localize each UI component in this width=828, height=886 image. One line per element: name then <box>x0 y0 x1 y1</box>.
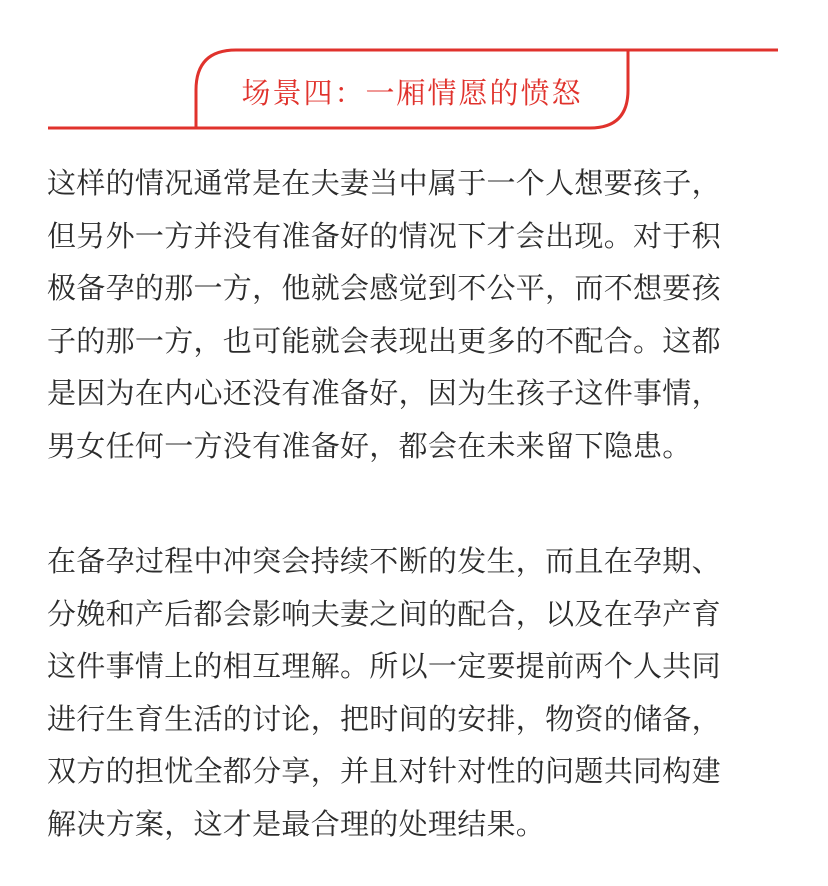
paragraph-2 <box>47 535 787 850</box>
paragraph-line: 分娩和产后都会影响夫妻之间的配合，以及在孕产育 <box>47 596 721 631</box>
paragraph-line: 但另外一方并没有准备好的情况下才会出现。对于积 <box>47 218 721 253</box>
paragraph-line: 在备孕过程中冲突会持续不断的发生，而且在孕期、 <box>47 544 721 578</box>
paragraph-line: 进行生育生活的讨论，把时间的安排，物资的储备， <box>47 701 721 736</box>
paragraph-line: 解决方案，这才是最合理的处理结果。 <box>47 806 546 841</box>
paragraph-line: 这件事情上的相互理解。所以一定要提前两个人共同 <box>47 649 721 683</box>
paragraph-line: 是因为在内心还没有准备好，因为生孩子这件事情， <box>47 376 721 410</box>
paragraph-1 <box>47 157 787 472</box>
section-header <box>0 0 828 140</box>
paragraph-line: 极备孕的那一方，他就会感觉到不公平，而不想要孩 <box>47 271 721 305</box>
paragraph-line: 这样的情况通常是在夫妻当中属于一个人想要孩子， <box>47 166 721 200</box>
section-title: 场景四：一厢情愿的愤怒 <box>241 76 583 110</box>
paragraph-line: 双方的担忧全都分享，并且对针对性的问题共同构建 <box>47 754 721 788</box>
paragraph-line: 子的那一方，也可能就会表现出更多的不配合。这都 <box>47 323 721 358</box>
paragraph-line: 男女任何一方没有准备好，都会在未来留下隐患。 <box>47 428 692 463</box>
